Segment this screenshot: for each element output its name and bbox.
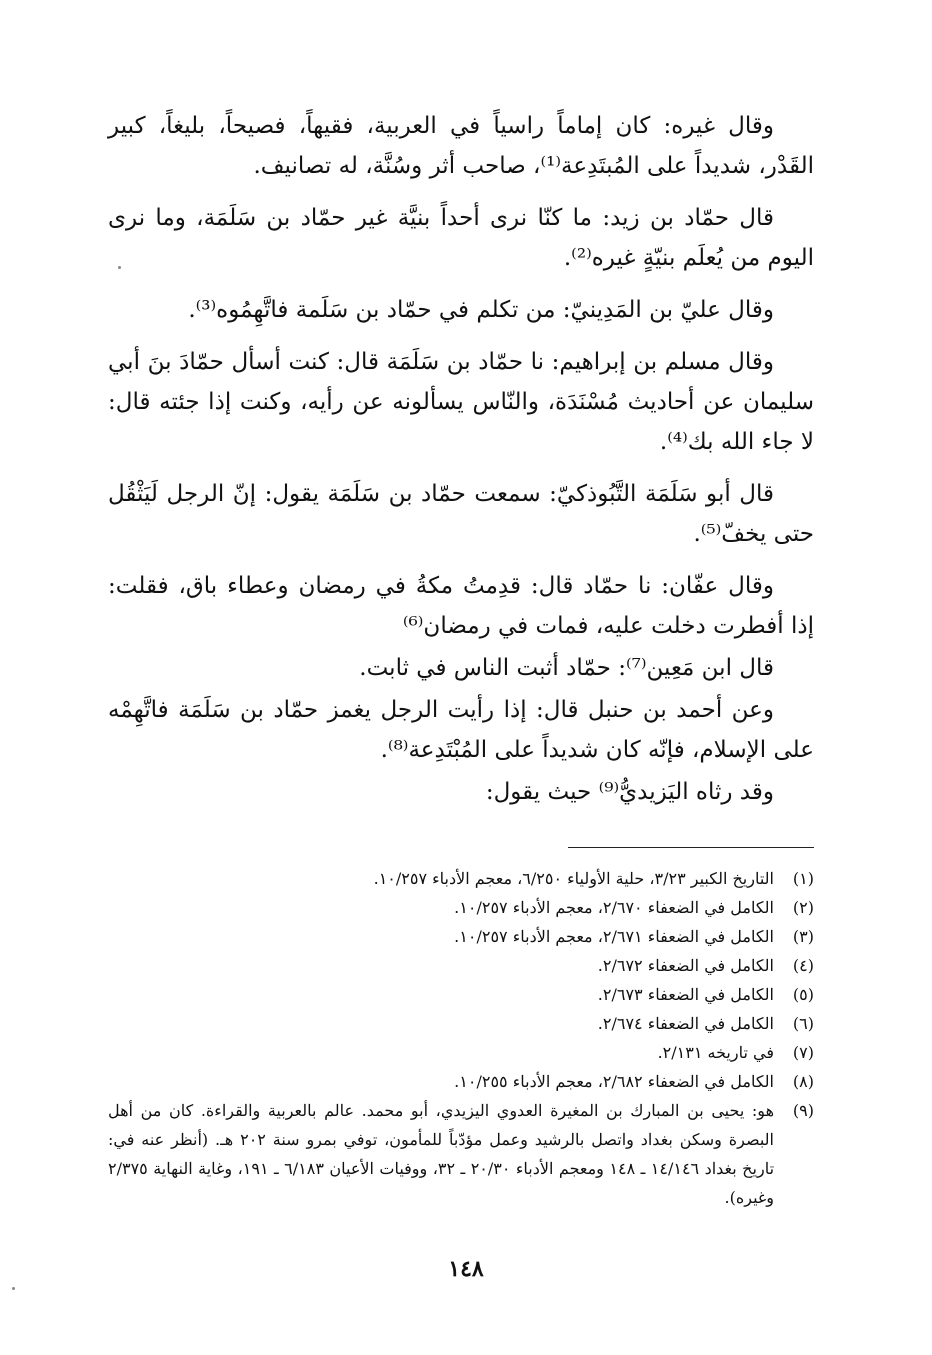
footnote-number: (٢) — [792, 898, 814, 917]
footnote — [108, 951, 814, 980]
footnotes — [108, 864, 814, 1212]
footnote-text: الكامل في الضعفاء ٢/٦٧١، معجم الأدباء ١٠/٢٥٧. — [454, 927, 774, 946]
paragraph: وقال عليّ بن المَدِينيّ: من تكلم في حمّاد بن سَلَمة فاتَّهِمُوه⁽³⁾. — [188, 297, 774, 323]
footnote-separator — [568, 847, 814, 848]
paragraph: وقال غيره: كان إماماً راسياً في العربية، فقيهاً، فصيحاً، بليغاً، كبير القَدْر، شديداً على المُبتَدِعة⁽¹⁾، صاحب أثر وسُنَّة، له تصانيف. — [108, 113, 814, 179]
footnote — [108, 980, 814, 1009]
footnote — [108, 864, 814, 893]
scan-speck — [12, 1287, 15, 1290]
footnote-text: الكامل في الضعفاء ٢/٦٧٤. — [597, 1014, 774, 1033]
scan-speck — [118, 266, 121, 269]
footnote — [108, 1038, 814, 1067]
paragraph: وعن أحمد بن حنبل قال: إذا رأيت الرجل يغمز حمّاد بن سَلَمَة فاتَّهِمْه على الإسلام، فإنّه كان شديداً على المُبْتَدِعة⁽⁸⁾. — [108, 697, 814, 763]
paragraph: قال أبو سَلَمَة التَّبُوذكيّ: سمعت حمّاد بن سَلَمَة يقول: إنّ الرجل لَيَثْقُل حتى يخفّ⁽⁵⁾. — [108, 481, 814, 547]
paragraph: قال حمّاد بن زيد: ما كنّا نرى أحداً بنيَّة غير حمّاد بن سَلَمَة، وما نرى اليوم من يُعلَم بنيّةٍ غيره⁽²⁾. — [108, 205, 814, 271]
footnote-number: (٤) — [792, 956, 814, 975]
main-text — [108, 106, 814, 814]
footnote-number: (٨) — [792, 1072, 814, 1091]
footnote — [108, 1009, 814, 1038]
footnote — [108, 893, 814, 922]
paragraph: وقد رثاه اليَزيديُّ⁽⁹⁾ حيث يقول: — [485, 779, 774, 805]
footnote-text: في تاريخه ٢/١٣١. — [657, 1043, 774, 1062]
footnote-number: (٩) — [792, 1101, 814, 1120]
footnote-text: هو: يحيى بن المبارك بن المغيرة العدوي اليزيدي، أبو محمد. عالم بالعربية والقراءة. كان من أهل البصرة وسكن بغداد واتصل بالرشيد وعمل مؤدّباً للمأمون، توفي بمرو سنة ٢٠٢ هـ. (أنظر عنه في: تاريخ بغداد ١٤/١٤٦ ـ ١٤٨ ومعجم الأدباء ٢٠/٣٠ ـ ٣٢، ووفيات الأعيان ٦/١٨٣ ـ ١٩١، وغاية النهاية ٢/٣٧٥ وغيره). — [108, 1101, 775, 1207]
footnote — [108, 1067, 814, 1096]
page-number: ١٤٨ — [448, 1256, 484, 1282]
footnote-text: الكامل في الضعفاء ٢/٦٨٢، معجم الأدباء ١٠/٢٥٥. — [454, 1072, 774, 1091]
footnote-text: الكامل في الضعفاء ٢/٦٧٣. — [597, 985, 774, 1004]
footnote — [108, 1096, 814, 1212]
footnote-number: (٦) — [792, 1014, 814, 1033]
paragraph: وقال مسلم بن إبراهيم: نا حمّاد بن سَلَمَة قال: كنت أسأل حمّادَ بنَ أبي سليمان عن أحاديث مُسْنَدَة، والنّاس يسألونه عن رأيه، وكنت إذا جئته قال: لا جاء الله بك⁽⁴⁾. — [108, 349, 814, 455]
footnote-text: التاريخ الكبير ٣/٢٣، حلية الأولياء ٦/٢٥٠، معجم الأدباء ١٠/٢٥٧. — [373, 869, 774, 888]
footnote-text: الكامل في الضعفاء ٢/٦٧٠، معجم الأدباء ١٠/٢٥٧. — [454, 898, 774, 917]
footnote-text: الكامل في الضعفاء ٢/٦٧٢. — [597, 956, 774, 975]
footnote-number: (٧) — [792, 1043, 814, 1062]
paragraph: قال ابن مَعِين⁽⁷⁾: حمّاد أثبت الناس في ثابت. — [359, 655, 774, 681]
footnote-number: (٣) — [792, 927, 814, 946]
footnote — [108, 922, 814, 951]
footnote-number: (٥) — [792, 985, 814, 1004]
paragraph: وقال عفّان: نا حمّاد قال: قدِمتُ مكةُ في رمضان وعطاء باق، فقلت: إذا أفطرت دخلت عليه، فمات في رمضان⁽⁶⁾ — [108, 573, 814, 639]
footnote-number: (١) — [792, 869, 814, 888]
